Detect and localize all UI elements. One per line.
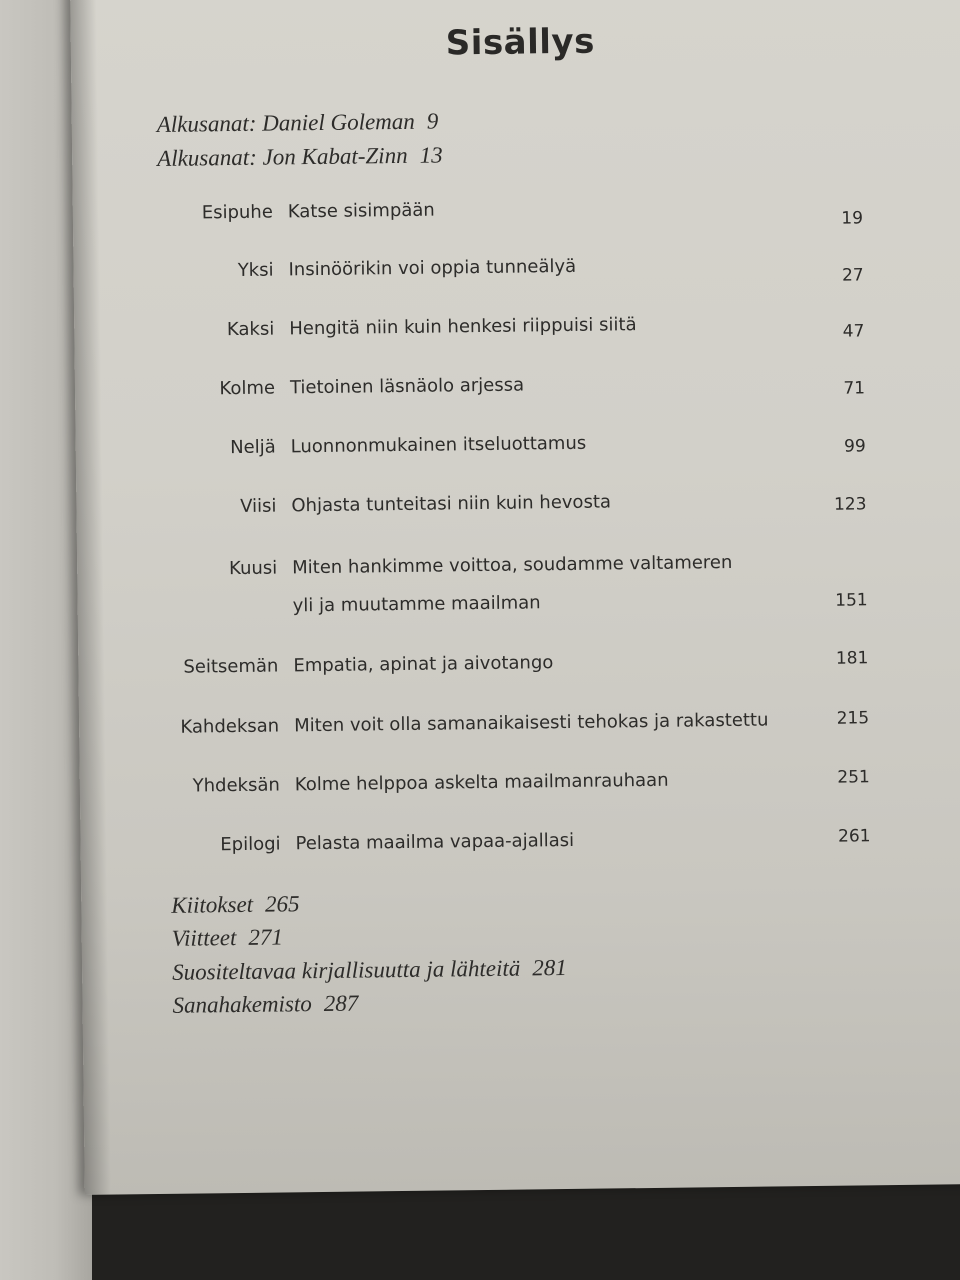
- chapter-title: Insinöörikin voi oppia tunneälyä: [288, 255, 577, 281]
- chapter-page: 261: [837, 826, 871, 847]
- chapter-title: Tietoinen läsnäolo arjessa: [289, 374, 525, 399]
- chapter-label: Kuusi: [228, 557, 278, 580]
- chapter-page: 181: [835, 648, 869, 669]
- page-title: Sisällys: [445, 21, 596, 64]
- chapter-title-continued: yli ja muutamme maailman: [292, 592, 541, 617]
- chapter-label: Neljä: [230, 436, 276, 459]
- chapter-label: Kolme: [219, 377, 276, 400]
- chapter-title: Katse sisimpään: [287, 199, 435, 223]
- chapter-title: Miten voit olla samanaikaisesti tehokas ja rakastettu: [294, 709, 769, 737]
- chapter-page: 151: [835, 590, 868, 611]
- chapter-label: Yksi: [237, 259, 274, 281]
- chapter-page: 215: [836, 708, 870, 729]
- backmatter-entry: [171, 891, 300, 919]
- backmatter-text: Suositeltavaa kirjallisuutta ja lähteitä: [171, 955, 521, 985]
- chapter-page: 47: [842, 321, 865, 342]
- chapter-page: 71: [843, 378, 866, 399]
- chapter-label: Epilogi: [220, 833, 281, 856]
- backmatter-entry: [172, 955, 567, 986]
- foreword-text: Alkusanat: Daniel Goleman: [156, 108, 415, 137]
- chapter-title: Luonnonmukainen itseluottamus: [290, 432, 587, 458]
- chapter-page: 19: [841, 208, 864, 229]
- chapter-page: 251: [837, 767, 870, 788]
- foreword-text: Alkusanat: Jon Kabat-Zinn: [157, 142, 408, 171]
- chapter-page: 99: [843, 436, 866, 457]
- table-of-contents: [70, 0, 960, 1195]
- chapter-label: Esipuhe: [201, 201, 273, 224]
- chapter-page: 123: [833, 494, 867, 515]
- chapter-page: 27: [841, 265, 864, 286]
- chapter-title: Empatia, apinat ja aivotango: [293, 652, 554, 677]
- backmatter-page: 265: [264, 891, 300, 917]
- chapter-label: Viisi: [240, 495, 277, 517]
- foreword-page: 13: [419, 142, 443, 168]
- chapter-title: Miten hankimme voittoa, soudamme valtameren: [292, 551, 733, 579]
- chapter-label: Seitsemän: [183, 655, 279, 678]
- backmatter-page: 287: [323, 990, 359, 1016]
- chapter-title: Kolme helppoa askelta maailmanrauhaan: [294, 769, 669, 796]
- chapter-label: Kahdeksan: [180, 715, 280, 738]
- book-page: [70, 0, 960, 1195]
- foreword-entry: [157, 109, 439, 138]
- chapter-title: Pelasta maailma vapaa-ajallasi: [295, 829, 575, 855]
- backmatter-page: 281: [532, 955, 567, 981]
- chapter-label: Yhdeksän: [192, 774, 280, 797]
- chapter-label: Kaksi: [226, 318, 275, 341]
- chapter-title: Hengitä niin kuin henkesi riippuisi siitä: [289, 314, 637, 340]
- backmatter-text: Viitteet: [171, 925, 237, 951]
- backmatter-text: Sanahakemisto: [172, 991, 312, 1018]
- backmatter-page: 271: [248, 924, 284, 950]
- backmatter-text: Kiitokset: [171, 891, 254, 918]
- foreword-entry: [157, 142, 443, 171]
- backmatter-entry: [172, 924, 284, 951]
- foreword-page: 9: [426, 108, 439, 134]
- chapter-title: Ohjasta tunteitasi niin kuin hevosta: [291, 491, 612, 517]
- backmatter-entry: [172, 991, 358, 1019]
